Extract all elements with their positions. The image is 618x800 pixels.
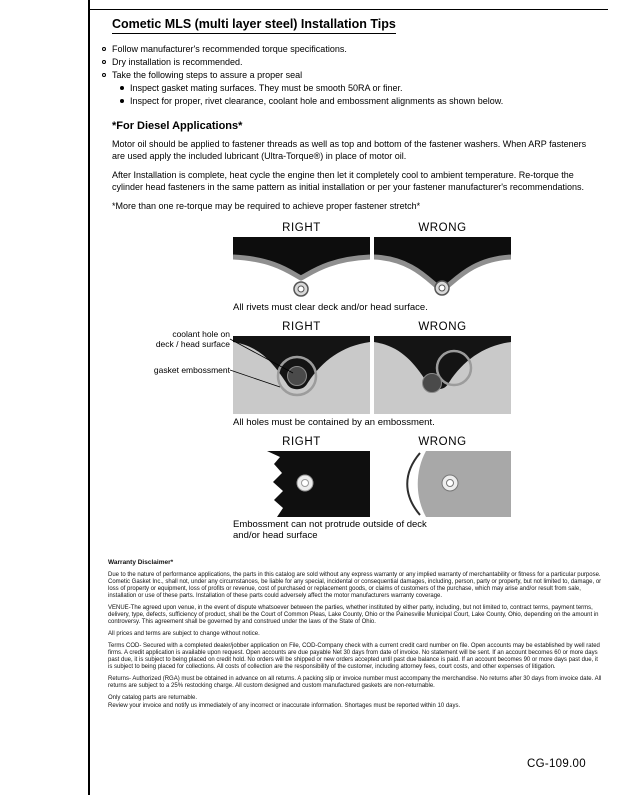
rivet-caption: All rivets must clear deck and/or head surface. [233, 302, 428, 313]
embossment-wrong-diagram [374, 336, 511, 414]
tip-text: Follow manufacturer's recommended torque specifications. [112, 44, 347, 54]
gasket-embossment-callout: gasket embossment [153, 365, 230, 375]
catalog-page-code: CG-109.00 [527, 758, 586, 770]
tip-item [102, 43, 602, 56]
rivet-right-diagram [233, 237, 370, 299]
tip-sub-text: Inspect for proper, rivet clearance, coolant hole and embossment alignments as shown below. [130, 96, 504, 106]
right-label: RIGHT [282, 321, 321, 333]
legal-section [108, 559, 602, 710]
warranty-disclaimer-heading: Warranty Disclaimer* [108, 559, 174, 566]
page-border-top [88, 9, 608, 10]
page-border-left [88, 0, 90, 795]
tip-sub-item [120, 95, 602, 108]
rivet-wrong-diagram [374, 237, 511, 299]
protrusion-wrong-diagram [374, 451, 511, 517]
protrusion-right-diagram [233, 451, 370, 517]
filled-bullet-icon [120, 99, 124, 103]
coolant-hole-callout [138, 329, 230, 349]
protrusion-caption-line2: and/or head surface [233, 529, 318, 541]
embossment-caption: All holes must be contained by an embossment. [233, 417, 435, 428]
right-label: RIGHT [282, 222, 321, 234]
hollow-bullet-icon [102, 73, 106, 77]
tip-sub-item [120, 82, 602, 95]
page-title: Cometic MLS (multi layer steel) Installation Tips [112, 16, 396, 34]
diesel-paragraph-2: After Installation is complete, heat cycle the engine then let it completely cool to ambient temperature. Re-torque the cylinder head fasteners in the same pattern as initial installation or per your fastener manufacturer's recommendations. [112, 170, 584, 192]
wrong-label: WRONG [418, 321, 467, 333]
embossment-right-diagram [233, 336, 370, 414]
legal-paragraph: Review your invoice and notify us immediately of any incorrect or inaccurate information. Shortages must be reported within 10 days. [108, 703, 461, 709]
legal-paragraph: VENUE-The agreed upon venue, in the event of dispute whatsoever between the parties, whether instituted by either party, including, but not limited to, contract terms, payment terms, delivery, type, defects, sufficiency of product, shall be the Court of Common Pleas, Lake County, Ohio or the Painesville Municipal Court, Lake County, Ohio, depending on the amount in controversy. This agreement shall be governed by and construed under the laws of the State of Ohio. [108, 605, 599, 625]
wrong-label: WRONG [418, 222, 467, 234]
tip-item [102, 56, 602, 69]
legal-paragraph: All prices and terms are subject to change without notice. [108, 631, 260, 637]
wrong-label: WRONG [418, 436, 467, 448]
tip-sub-text: Inspect gasket mating surfaces. They must be smooth 50RA or finer. [130, 83, 403, 93]
tip-text: Dry installation is recommended. [112, 57, 243, 67]
legal-paragraph: Returns- Authorized (RGA) must be obtained in advance on all returns. A packing slip or invoice number must accompany the merchandise. No returns after 30 days from invoice date. All returns are subject to a 25% restocking charge. All custom designed and custom manufactured gaskets are non-returnable. [108, 676, 602, 689]
protrusion-caption-line1: Embossment can not protrude outside of deck [233, 519, 427, 530]
page-content [100, 14, 602, 715]
legal-paragraph: Terms COD- Secured with a completed dealer/jobber application on File, COD-Company check with a current credit card number on file. Open accounts may be established by well rated firms. A credit application is available upon request. Open accounts are due payable Net 30 days from date of invoice. No statement will be sent. If an account becomes 60 or more days past due, it is subject to being placed on credit hold. No orders will be shipped or new orders accepted until past due balance is paid. If an account becomes 90 or more days past due, it is subject to being placed for collections. All costs of collection are the responsibility of the customer, including attorney fees, court costs, and other expenses of litigation. [108, 643, 600, 670]
hollow-bullet-icon [102, 47, 106, 51]
diesel-paragraph-1: Motor oil should be applied to fastener threads as well as top and bottom of the fastener washers. When ARP fasteners are used apply the included lubricant (Ultra-Torque®) in place of motor oil. [112, 139, 587, 161]
tip-item [102, 69, 602, 82]
legal-paragraph: Only catalog parts are returnable. [108, 695, 198, 701]
diagram-section [153, 222, 513, 541]
callout-text: coolant hole on [172, 329, 230, 339]
right-label: RIGHT [282, 436, 321, 448]
diesel-applications-heading: *For Diesel Applications* [112, 120, 243, 132]
retorque-note: *More than one re-torque may be required to achieve proper fastener stretch* [112, 201, 421, 211]
filled-bullet-icon [120, 86, 124, 90]
diagram-row-embossment [153, 321, 513, 428]
callout-text: deck / head surface [155, 339, 230, 349]
tip-text: Take the following steps to assure a proper seal [112, 70, 303, 80]
diagram-row-protrusion [233, 436, 513, 541]
diagram-row-rivets [233, 222, 513, 313]
legal-paragraph: Due to the nature of performance applications, the parts in this catalog are sold without any express warranty or any implied warranty of merchantability or fitness for a particular purpose. Cometic Gasket Inc., shall not, under any circumstances, be liable for any special, incidental or consequential damages, including, person, party or property, but not limited to, damage, or loss of property or equipment, loss of profits or revenue, cost of purchased or replacement goods, or claims of customers of the purchase, which may arise and/or result from sale, installation or use of these parts. Installation of these parts could adversely affect the motor manufacturers warranty coverage. [108, 572, 602, 599]
hollow-bullet-icon [102, 60, 106, 64]
